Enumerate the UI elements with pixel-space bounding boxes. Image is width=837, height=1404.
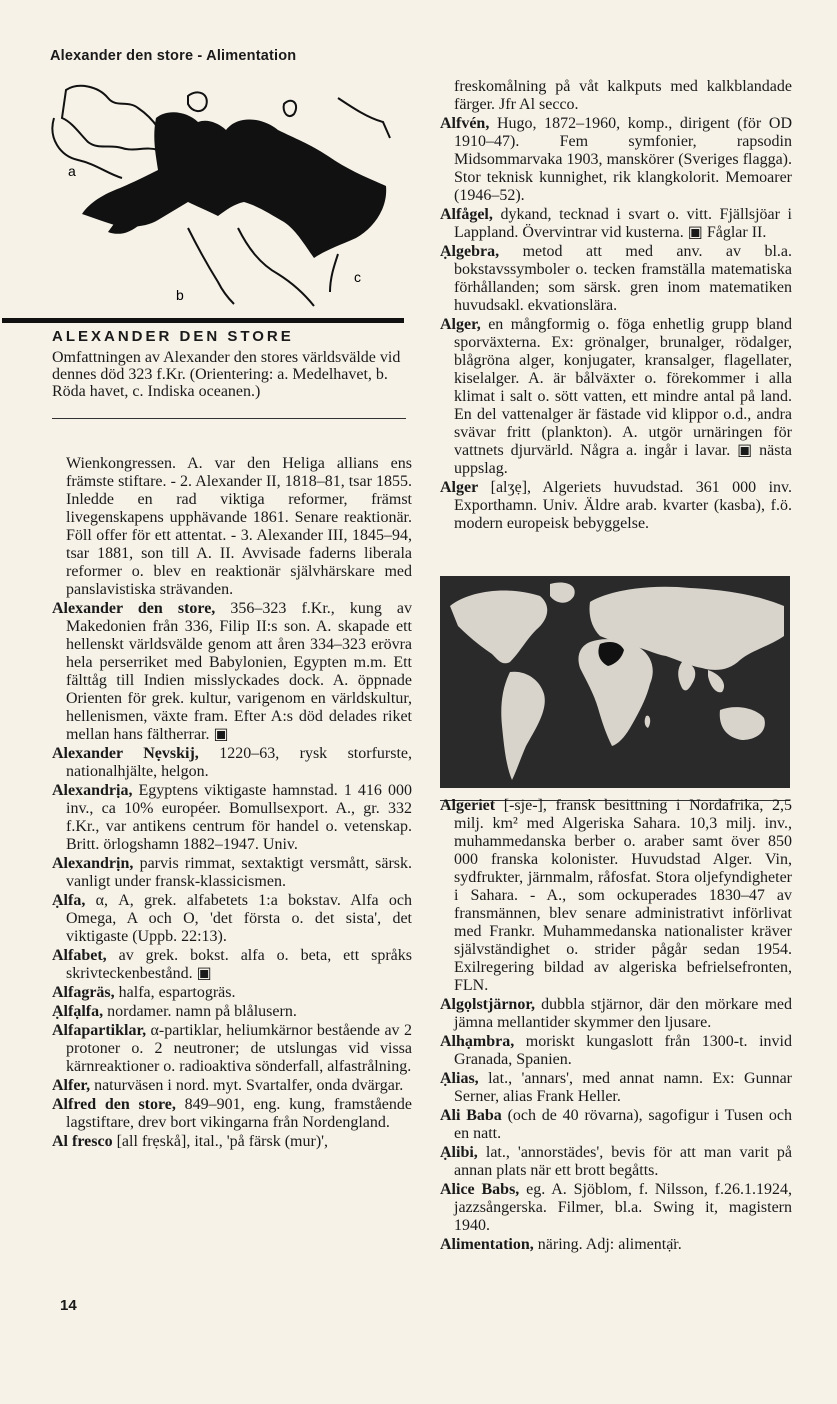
entry-alexandrin: Alexandrịn, parvis rimmat, sextaktigt versmått, särsk. vanligt under fransk-klassicismen. bbox=[52, 855, 413, 890]
left-column bbox=[52, 455, 412, 1152]
entry: freskomålning på våt kalkputs med kalkblandade färger. Jfr Al secco. bbox=[454, 78, 792, 113]
entry-alfagel: Alfågel, dykand, tecknad i svart o. vitt. Fjällsjöar i Lappland. Övervintrar vid kusterna. ▣ Fåglar II. bbox=[440, 206, 792, 241]
page-number: 14 bbox=[60, 1297, 77, 1314]
right-column-top bbox=[440, 78, 792, 534]
entry-alimentation: Alimentation, näring. Adj: alimentạ̈r. bbox=[440, 1236, 682, 1253]
entry-alias: Ạlias, lat., 'annars', med annat namn. Ex: Gunnar Serner, alias Frank Heller. bbox=[440, 1070, 793, 1105]
alexander-empire-map bbox=[38, 78, 398, 314]
map-label-b: b bbox=[176, 287, 184, 303]
caption-rule-thick bbox=[2, 318, 404, 323]
caption-rule-thin bbox=[52, 418, 406, 419]
entry-alger-city: Alger [alʒẹ], Algeriets huvudstad. 361 000 inv. Exporthamn. Univ. Äldre arab. kvarter (kasba), f.ö. modern europeisk bebyggelse. bbox=[440, 479, 792, 532]
right-column-bottom bbox=[440, 797, 792, 1255]
entry-alhambra: Alhạmbra, moriskt kungaslott från 1300-t. invid Granada, Spanien. bbox=[440, 1033, 792, 1068]
entry-alexandria: Alexandrịa, Egyptens viktigaste hamnstad. 1 416 000 inv., ca 10% européer. Bomullsexport. A., gr. 332 f.Kr., var antikens centrum för handel o. vetenskap. Britt. örlogshamn 1882–1947. Univ. bbox=[52, 782, 412, 853]
entry-alfa: Ạlfa, α, A, grek. alfabetets 1:a bokstav. Alfa och Omega, A och O, 'det första o. det sista', det viktigaste (Uppb. 22:13). bbox=[52, 892, 413, 945]
entry-algolstjarnor: Algọlstjärnor, dubbla stjärnor, där den mörkare med jämna mellantider skymmer den ljusare. bbox=[440, 996, 793, 1031]
entry: Wienkongressen. A. var den Heliga allians ens främste stiftare. - 2. Alexander II, 1818–81, tsar 1855. Inledde en rad viktiga reformer, främst livegenskapens upphävande 1861. Senare reaktionär. Föll offer för ett attentat. - 3. Alexander III, 1845–94, tsar 1881, son till A. II. Avvisade faderns liberala reformer o. blev en reaktionär självhärskare med panslavistiska strävanden. bbox=[66, 455, 412, 598]
entry-ali-baba: Ali Baba (och de 40 rövarna), sagofigur i Tusen och en natt. bbox=[440, 1107, 792, 1142]
entry-alfven: Alfvén, Hugo, 1872–1960, komp., dirigent (för OD 1910–47). Fem symfonier, rapsodin Midsommarvaka 1903, manskörer (Sveriges flagga). Stor teknisk kunnighet, rik klangkolorit. Memoarer (1946–52). bbox=[440, 115, 793, 204]
map-caption-text: Omfattningen av Alexander den stores världsvälde vid dennes död 323 f.Kr. (Orientering: a. Medelhavet, b. Röda havet, c. Indiska oceanen.) bbox=[52, 349, 401, 400]
entry-alexander-den-store: Alexander den store, 356–323 f.Kr., kung av Makedonien från 336, Filip II:s son. A. skapade ett hellenskt världsvälde genom att åren 334–323 erövra hela perserriket med Babylonien, Egypten m.m. Ett fälttåg till Indien misslyckades dock. A. öppnade Orienten för grek. kultur, varigenom en världskultur, hellenismen, växte fram. Efter A:s död delades riket mellan hans fältherrar. ▣ bbox=[52, 600, 412, 743]
entry-alfabet: Alfabet, av grek. bokst. alfa o. beta, ett språks skrivteckenbestånd. ▣ bbox=[52, 947, 413, 982]
map-caption-title: ALEXANDER DEN STORE bbox=[52, 328, 294, 345]
entry-alice-babs: Alice Babs, eg. A. Sjöblom, f. Nilsson, f.26.1.1924, jazzsångerska. Filmer, bl.a. Swing it, magistern 1940. bbox=[440, 1181, 793, 1234]
entry-al-fresco: Al fresco [all frẹskå], ital., 'på färsk (mur)', bbox=[52, 1133, 329, 1150]
entry-algebra: Ạlgebra, metod att med anv. av bl.a. bokstavssymboler o. tecken framställa matematiska förhållanden; som särsk. gren inom matematiken huvudsakl. ekvationslära. bbox=[440, 243, 793, 314]
entry-algeriet: Algeriet [-sje-], fransk besittning i Nordafrika, 2,5 milj. km² med Algeriska Sahara. 10,3 milj. inv., muhammedanska berber o. araber samt över 850 000 franska kolonister. Huvudstad Alger. Vin, sydfrukter, järnmalm, råfosfat. Stora oljefyndigheter i Sahara. - A., som ockuperades 1830–47 av fransmännen, blev senare administrativt införlivat med Frankr. Muhammedanska nationalister kräver självständighet o. strider pågår sedan 1954. Exilregering bildad av algeriska befrielsefronten, FLN. bbox=[440, 797, 793, 994]
entry-alfapartiklar: Alfapartiklar, α-partiklar, heliumkärnor bestående av 2 protoner o. 2 neutroner; de utslungas vid vissa kärnreaktioner o. radioaktiva sönderfall, alfastrålning. bbox=[52, 1022, 413, 1075]
running-title: Alexander den store - Alimentation bbox=[50, 48, 297, 64]
entry-alfred-den-store: Alfred den store, 849–901, eng. kung, framstående lagstiftare, drev bort vikingarna från Nordengland. bbox=[52, 1096, 413, 1131]
entry-alfalfa: Ạlfạlfa, nordamer. namn på blålusern. bbox=[52, 1003, 297, 1020]
entry-alger-plants: Alger, en mångformig o. föga enhetlig grupp bland sporväxterna. Ex: grönalger, brunalger, rödalger, blågröna alger, konjugater, kransalger, flagellater, kiselalger. A. är bålväxter o. förekommer i alla klimat i salt o. sött vatten, ett mindre antal på land. En del vattenalger är fästade vid klippor o.d., andra svävar fritt (plankton). A. utgör urnäringen för vattnets djurvärld. Några a. ingår i lavar. ▣ nästa uppslag. bbox=[440, 316, 793, 477]
entry-alexander-nevskij: Alexander Nẹvskij, 1220–63, rysk storfurste, nationalhjälte, helgon. bbox=[52, 745, 413, 780]
entry-alfagras: Alfagräs, halfa, espartogräs. bbox=[52, 984, 236, 1001]
world-map-algeria bbox=[440, 576, 790, 788]
entry-alfer: Alfer, naturväsen i nord. myt. Svartalfer, onda dvärgar. bbox=[52, 1077, 404, 1094]
entry-alibi: Ạlibi, lat., 'annorstädes', bevis för att man varit på annan plats när ett brott begåtts. bbox=[440, 1144, 793, 1179]
map-label-a: a bbox=[68, 163, 76, 179]
map-label-c: c bbox=[354, 269, 361, 285]
